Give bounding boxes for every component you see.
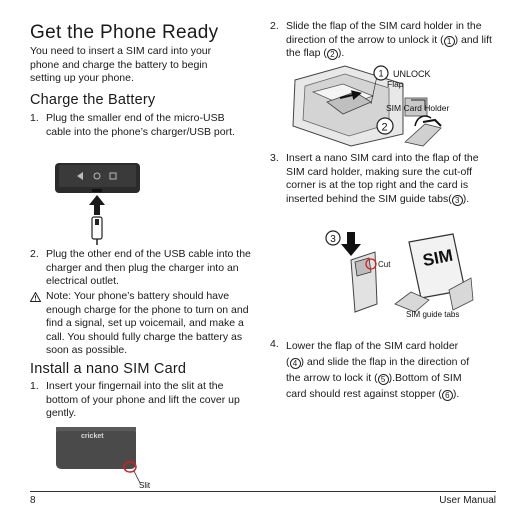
sim-step-3 xyxy=(270,152,500,212)
lifted-flap-image xyxy=(405,124,441,146)
manual-label: User Manual xyxy=(439,495,496,506)
step-text: Plug the other end of the USB cable into the charger and then plug the charger into an electrical outlet. xyxy=(46,248,251,287)
circled-4: 4 xyxy=(290,358,301,369)
step-text: Slide the flap of the SIM card holder in the direction of the arrow to unlock it ( 1 ) and lift the flap ( 2 ). xyxy=(286,20,492,59)
step-text: Insert your fingernail into the slit at the bottom of your phone and lift the cover up gently. xyxy=(46,380,240,419)
warning-triangle-icon xyxy=(30,292,41,302)
cricket-logo: cricket xyxy=(81,433,104,440)
install-sim-heading: Install a nano SIM Card xyxy=(30,361,187,377)
arrow-down-icon xyxy=(341,232,361,256)
footer-rule xyxy=(30,491,496,492)
svg-text:1: 1 xyxy=(378,68,384,79)
sim-insert-illustration xyxy=(325,230,475,320)
slit-label: Slit xyxy=(139,481,151,489)
sim-card-holder-label: SIM Card Holder xyxy=(386,103,450,113)
svg-text:2: 2 xyxy=(381,121,388,134)
circled-5: 5 xyxy=(378,374,389,385)
battery-note xyxy=(30,290,255,360)
charge-step-1 xyxy=(30,112,255,156)
cut-label: Cut xyxy=(378,260,391,269)
sim-holder-unlock-illustration xyxy=(285,62,480,148)
circled-6: 6 xyxy=(442,390,453,401)
unlock-label: UNLOCK xyxy=(393,69,431,79)
svg-text:3: 3 xyxy=(330,234,336,245)
sim-card-label: SIM xyxy=(421,245,455,271)
step-number: 2. xyxy=(270,20,279,32)
circled-2: 2 xyxy=(327,49,338,60)
sim-step-4 xyxy=(270,338,500,404)
circled-1: 1 xyxy=(444,36,455,47)
flap-label: Flap xyxy=(387,79,404,89)
step-number: 1. xyxy=(30,112,39,124)
note-text: Note: Your phone’s battery should have enough charge for the phone to turn on and find a signal, set up voicemail, and make a call. You should fully charge the battery as soon as possible. xyxy=(46,290,249,356)
sim-step-1 xyxy=(30,380,255,424)
intro-paragraph: You need to insert a SIM card into your phone and charge the battery to begin setting up your phone. xyxy=(30,45,212,84)
step-text: Lower the flap of the SIM card holder ( 4 ) and slide the flap in the direction of the arrow to lock it ( 5 ).Bottom of SIM card should rest against stopper ( 6 ). xyxy=(286,340,470,400)
usb-port xyxy=(92,189,102,192)
step-number: 2. xyxy=(30,248,39,260)
usb-charging-illustration xyxy=(55,163,140,245)
step-number: 1. xyxy=(30,380,39,392)
step-number: 4. xyxy=(270,338,279,350)
arrow-up-icon xyxy=(89,195,105,215)
page-title: Get the Phone Ready xyxy=(30,22,219,43)
sim-guide-tabs-label: SIM guide tabs xyxy=(406,310,460,319)
sim-step-2 xyxy=(270,20,500,59)
charge-battery-heading: Charge the Battery xyxy=(30,92,156,108)
circled-3: 3 xyxy=(452,195,463,206)
step-text: Plug the smaller end of the micro-USB cable into the phone’s charger/USB port. xyxy=(46,112,235,138)
step-text: Insert a nano SIM card into the flap of the SIM card holder, making sure the cut-off corner is at the top right and the card is inserted behind the SIM guide tabs( 3 ). xyxy=(286,152,479,205)
phone-back-illustration xyxy=(55,427,170,489)
charge-step-2 xyxy=(30,248,255,290)
page-number: 8 xyxy=(30,495,36,506)
step-number: 3. xyxy=(270,152,279,164)
